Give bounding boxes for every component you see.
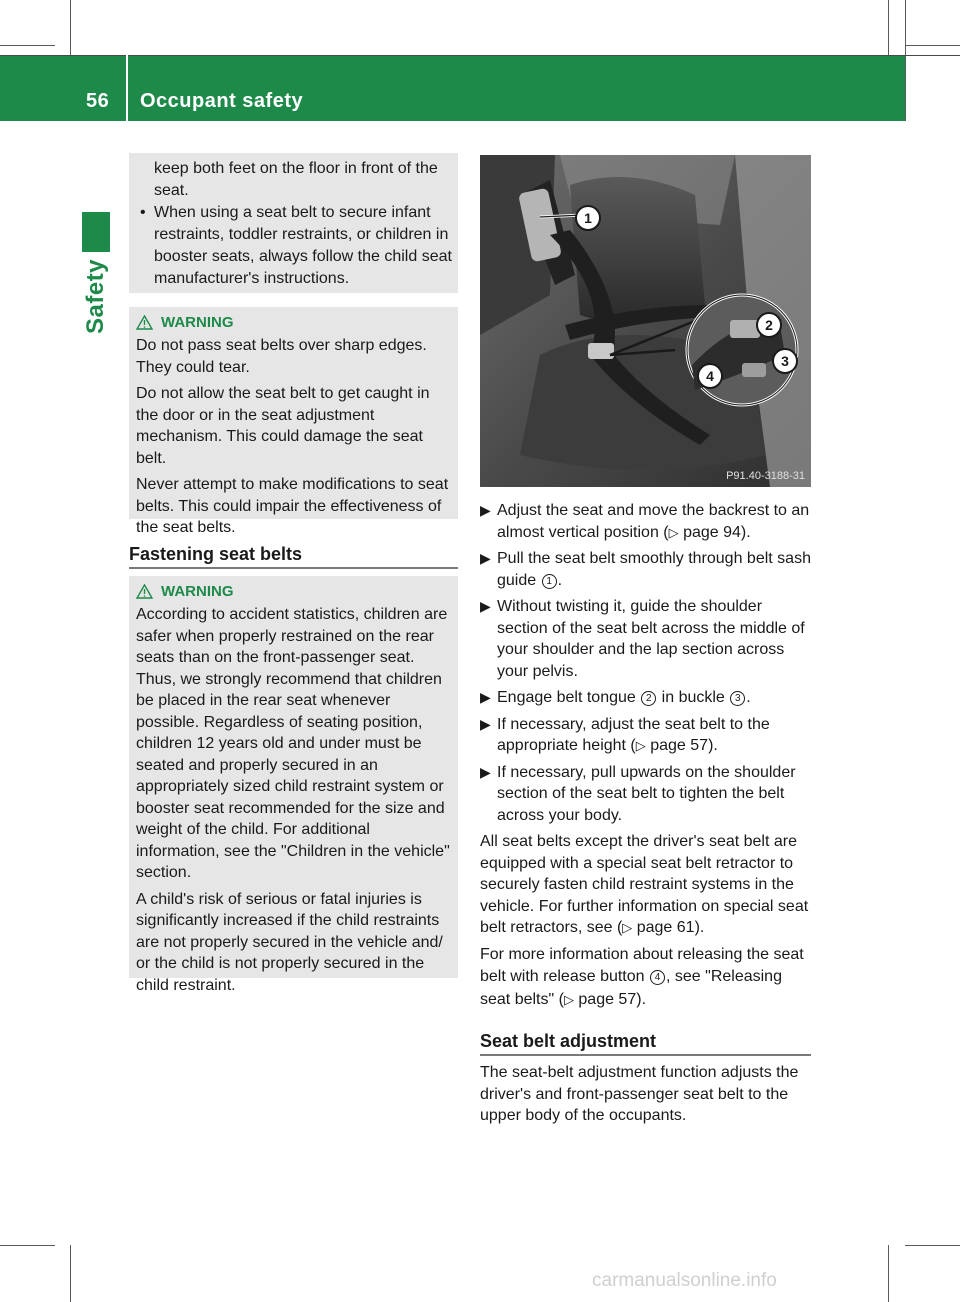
warning-paragraph: Do not pass seat belts over sharp edges. They could tear. [136,337,427,376]
list-item [480,500,813,543]
warning-paragraph: According to accident statistics, children are safer when properly restrained on the rear seats than on the front-passenger seat. Thus, we strongly recommend that children be placed in the rear seat whenever possible. Regardless of seating position, children 12 years old and under must be seated and properly secured in an appropriately sized child restraint system or booster seat recommended for the size and weight of the child. For additional information, see the "Children in the vehicle" section. [136,606,450,881]
section-rule [129,567,458,569]
intro-bullet-text: When using a seat belt to secure infant restraints, toddler restraints, or children in booster seats, always follow the child seat manufacturer's instructions. [154,204,452,287]
warning-label: WARNING [161,583,234,600]
crop-mark [70,0,71,55]
page-ref-arrow-icon: ▷ [622,920,633,935]
callout-1: 1 [575,205,601,231]
warning-header [136,583,453,600]
warning-paragraph: Never attempt to make modifications to seat belts. This could impair the effectiveness of the seat belts. [136,476,449,536]
warning-triangle-icon [136,315,153,330]
list-item [480,762,813,827]
step-text: Adjust the seat and move the backrest to an almost vertical position ( [497,502,810,541]
list-item [480,687,813,709]
figure-code: P91.40-3188-31 [726,470,805,482]
body-paragraph: For more information about releasing the seat belt with release button 4 , see "Releasing seat belts" (▷ page 57). [480,945,804,1008]
callout-ref: 3 [730,691,745,706]
header-separator [126,55,128,121]
crop-mark [70,1245,71,1302]
page-ref-arrow-icon: ▷ [635,738,646,753]
crop-mark [905,45,960,46]
warning-triangle-icon [136,584,153,599]
step-arrow-icon: ▶ [480,598,491,614]
crop-mark [0,45,55,46]
step-text: ). [740,523,751,541]
warning-paragraph: A child's risk of serious or fatal injuries is significantly increased if the child restraints are not properly secured in the vehicle and/ or the child is not properly secured in the child restraint. [136,890,443,994]
callout-ref: 1 [542,574,557,589]
step-arrow-icon: ▶ [480,715,491,732]
page-reference: page 57 [650,737,709,754]
section-heading-adjustment: Seat belt adjustment [480,1031,657,1051]
warning-box [129,576,458,994]
page-number: 56 [86,90,110,112]
callout-ref: 4 [650,970,665,985]
list-item [480,548,813,591]
seat-belt-figure [480,155,811,487]
step-text: If necessary, adjust the seat belt to the appropriate height ( [497,715,770,754]
warning-header [136,314,453,331]
step-arrow-icon: ▶ [480,689,491,705]
step-text: in buckle [657,689,730,706]
step-text: Engage belt tongue [497,689,641,706]
callout-ref: 2 [641,691,656,706]
crop-mark [888,1245,889,1302]
step-text: . [557,571,563,589]
intro-box [129,153,458,293]
step-text: Pull the seat belt smoothly through belt sash guide [497,550,811,589]
page-reference: page 61 [636,919,695,936]
steps-block [480,500,813,1016]
list-item: • When using a seat belt to secure infant restraints, toddler restraints, or children in booster seats, always follow the child seat manufacturer's instructions. [140,204,452,287]
list-item [480,596,813,682]
watermark: carmanualsonline.info [592,1270,777,1291]
warning-label: WARNING [161,314,234,331]
crop-mark [0,1245,55,1246]
page-reference: page 57 [578,990,637,1008]
page-title: Occupant safety [140,90,304,112]
side-tab-marker [82,212,110,252]
step-arrow-icon: ▶ [480,763,491,780]
step-text: Without twisting it, guide the shoulder section of the seat belt across the middle of your shoulder and the lap section across your pelvis. [497,598,805,680]
step-arrow-icon: ▶ [480,502,491,518]
warning-paragraph: Do not allow the seat belt to get caught in the door or in the seat adjustment mechanism. This could damage the seat belt. [136,385,430,467]
crop-mark [905,0,906,121]
body-paragraph: All seat belts except the driver's seat belt are equipped with a special seat belt retractor to securely fasten child restraint systems in the vehicle. For further information on special seat belt retractors, see (▷ page 61). [480,833,809,936]
step-text: . [746,689,751,706]
section-rule [480,1054,811,1056]
page-ref-arrow-icon: ▷ [668,524,679,540]
instruction-list [480,500,813,826]
step-text: ). [708,737,718,754]
step-text: If necessary, pull upwards on the shoulder section of the seat belt to tighten the belt across your body. [497,763,796,824]
crop-mark [905,1245,960,1246]
callout-3: 3 [772,348,798,374]
side-tab-label: Safety [82,258,109,334]
callout-2: 2 [756,312,782,338]
step-arrow-icon: ▶ [480,550,491,566]
page-reference: page 94 [683,523,741,541]
warning-box [129,307,458,536]
section-heading-fastening: Fastening seat belts [129,544,303,564]
callout-4: 4 [697,363,723,389]
crop-mark [888,0,889,55]
page-ref-arrow-icon: ▷ [563,991,574,1007]
body-paragraph: The seat-belt adjustment function adjusts the driver's and front-passenger seat belt to the upper body of the occupants. [480,1064,799,1124]
intro-continuation: keep both feet on the floor in front of the seat. [154,160,438,199]
header-rule [0,55,960,56]
list-item [480,714,813,757]
header-bar [0,55,905,121]
